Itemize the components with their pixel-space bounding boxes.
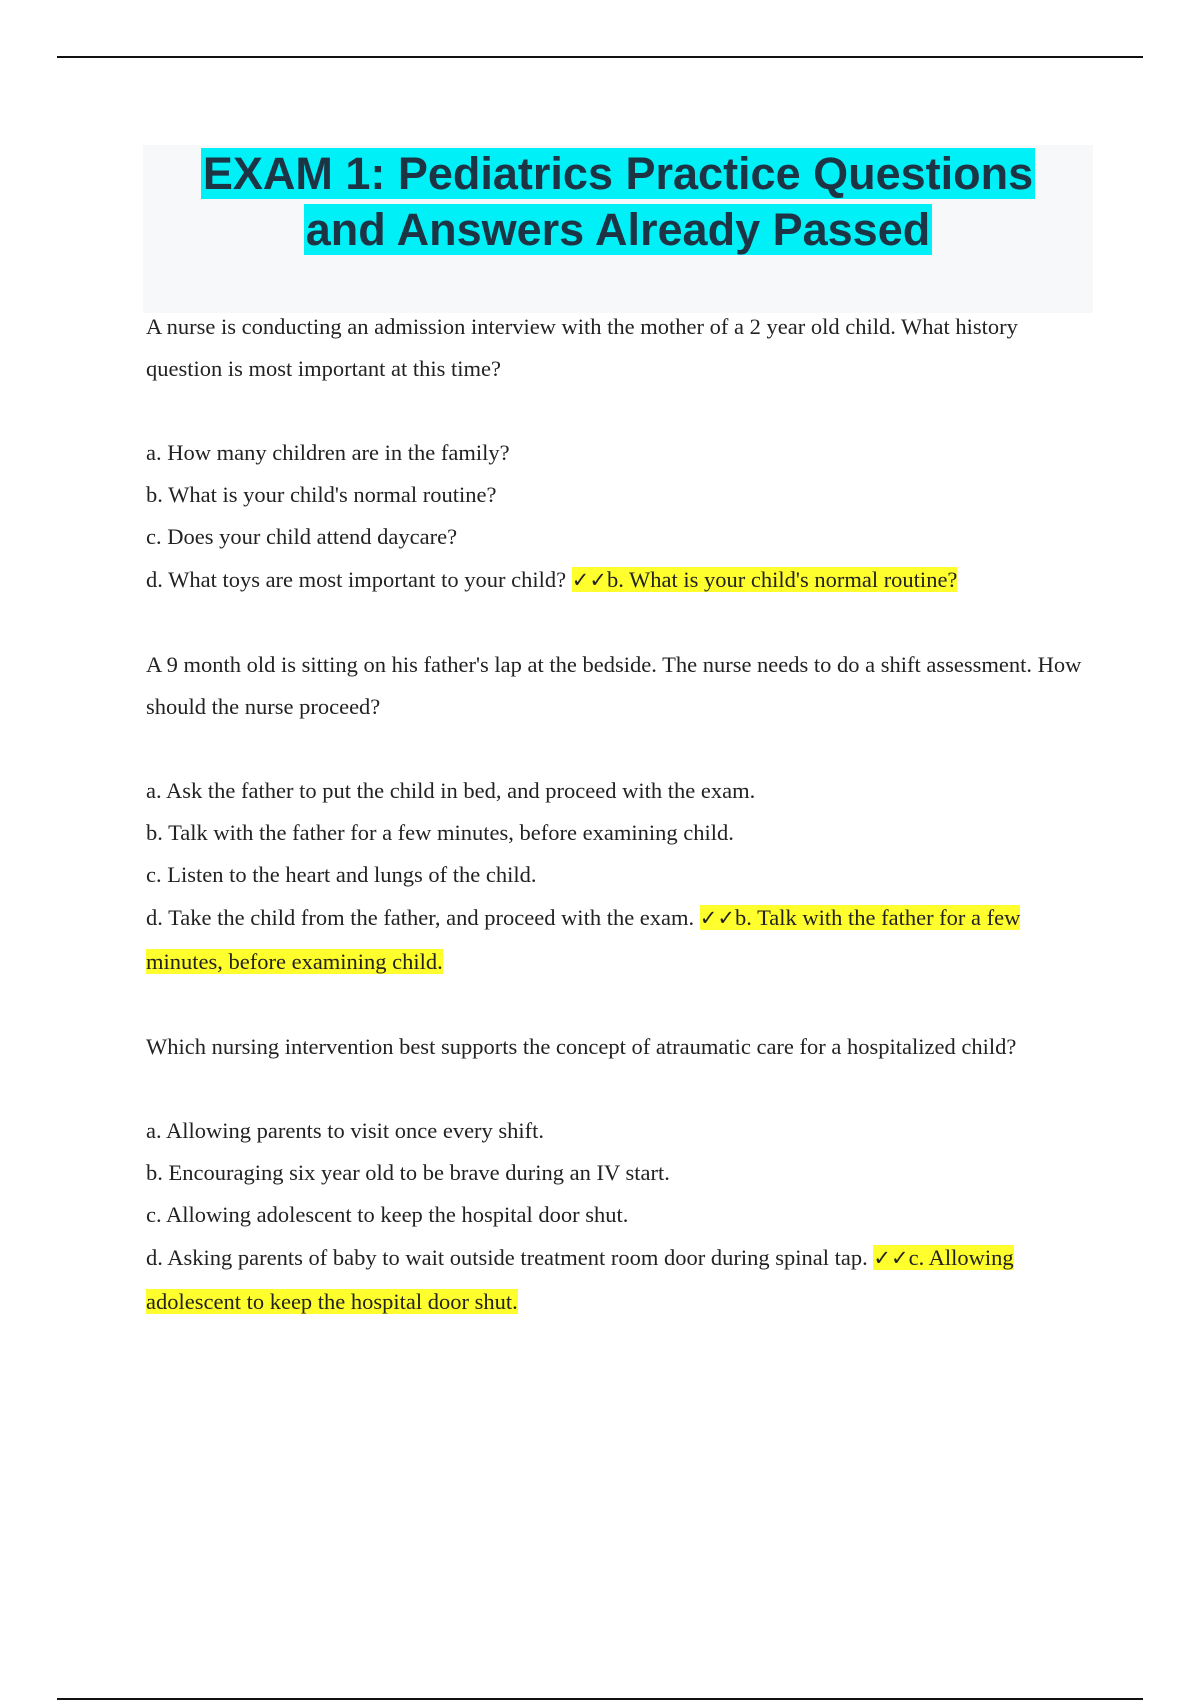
option-a: a. Allowing parents to visit once every shift. (146, 1118, 545, 1143)
option-c: c. Allowing adolescent to keep the hospital door shut. (146, 1202, 629, 1227)
checkmark-icon: ✓✓ (571, 568, 607, 592)
question-block (146, 306, 1096, 602)
top-rule (57, 56, 1143, 58)
option-b: b. What is your child's normal routine? (146, 482, 497, 507)
option-d-with-answer (146, 896, 1096, 984)
question-text: Which nursing intervention best supports the concept of atraumatic care for a hospitalized child? (146, 1034, 1017, 1059)
question-block (146, 644, 1096, 984)
option-a: a. How many children are in the family? (146, 440, 510, 465)
option-d-with-answer (146, 1236, 1096, 1324)
question-block (146, 1026, 1096, 1324)
answer-text: b. Talk with the father for a few minutes, before examining child. (146, 905, 1021, 974)
answer-text: b. What is your child's normal routine? (606, 567, 958, 592)
answer-text: c. Allowing adolescent to keep the hospital door shut. (146, 1245, 1014, 1314)
option-a: a. Ask the father to put the child in bed, and proceed with the exam. (146, 778, 756, 803)
option-d: d. Asking parents of baby to wait outside treatment room door during spinal tap. (146, 1245, 868, 1270)
title-line-1: EXAM 1: Pediatrics Practice Questions (202, 148, 1034, 199)
document-title (143, 146, 1093, 258)
checkmark-icon: ✓✓ (873, 1246, 909, 1270)
answer-highlight (572, 567, 958, 592)
question-text: A nurse is conducting an admission interview with the mother of a 2 year old child. What history question is most important at this time? (146, 314, 1018, 381)
option-c: c. Listen to the heart and lungs of the child. (146, 862, 537, 887)
option-d: d. Take the child from the father, and proceed with the exam. (146, 905, 695, 930)
option-b: b. Talk with the father for a few minutes, before examining child. (146, 820, 734, 845)
option-d-with-answer (146, 558, 1096, 602)
option-b: b. Encouraging six year old to be brave during an IV start. (146, 1160, 670, 1185)
option-d: d. What toys are most important to your child? (146, 567, 567, 592)
question-list (146, 306, 1096, 1324)
checkmark-icon: ✓✓ (699, 906, 735, 930)
option-c: c. Does your child attend daycare? (146, 524, 458, 549)
title-line-2: and Answers Already Passed (305, 204, 931, 255)
question-text: A 9 month old is sitting on his father's lap at the bedside. The nurse needs to do a shift assessment. How should the nurse proceed? (146, 652, 1082, 719)
